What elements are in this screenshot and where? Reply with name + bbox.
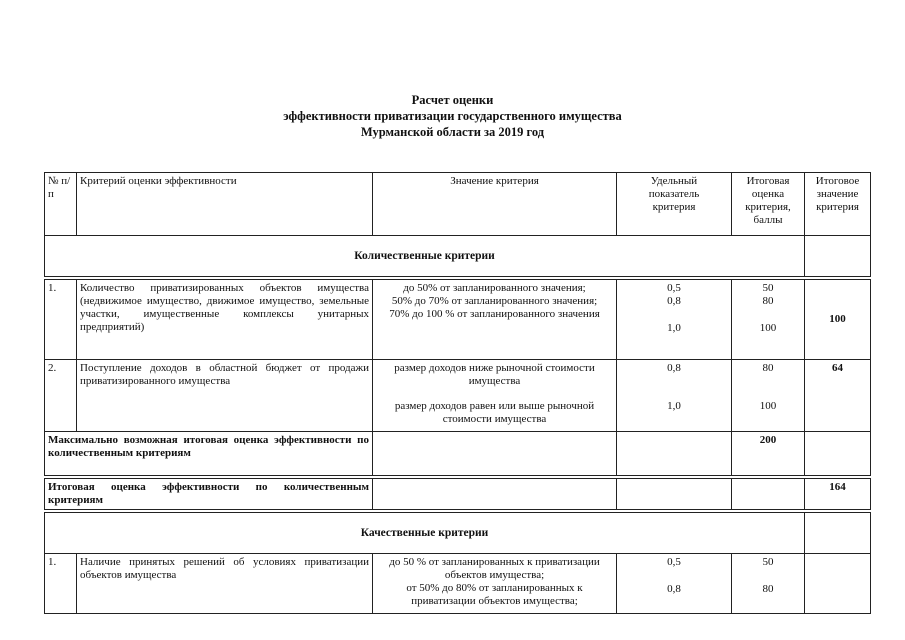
row-criterion: Наличие принятых решений об условиях приватизации объектов имущества [77,554,373,614]
row-values [373,554,617,614]
title-line-2: эффективности приватизации государственного имущества [283,109,622,123]
score-value: 100 [759,322,777,334]
section-title-quantitative: Количественные критерии [45,236,805,277]
value-option: до 50 % от запланированных к приватизации объектов имущества; [389,556,600,581]
header-score: Итоговая оценка критерия, баллы [732,173,805,236]
score-value: 100 [759,400,777,412]
value-option: размер доходов ниже рыночной стоимости имущества [394,362,595,387]
title-line-3: Мурманской области за 2019 год [360,125,545,139]
final-score-value: 164 [805,479,871,510]
document-title [0,92,905,140]
value-option: 50% до 70% от запланированного значения; [391,295,598,307]
section-row-quantitative [45,236,871,277]
empty-cell [373,479,617,510]
score-value: 50 [762,556,774,568]
section-title-qualitative: Качественные критерии [45,513,805,554]
header-criterion: Критерий оценки эффективности [77,173,373,236]
row-scores [732,554,805,614]
row-num: 1. [45,554,77,614]
row-total: 64 [805,360,871,432]
row-num: 2. [45,360,77,432]
empty-cell [617,432,732,476]
row-values [373,360,617,432]
score-value: 80 [762,295,774,307]
row-weights [617,554,732,614]
weight-value: 0,5 [667,556,681,568]
header-num: № п/п [45,173,77,236]
row-criterion: Количество приватизированных объектов имущества (недвижимое имущество, движимое имущество, земельные участки, имущественные комплексы унитарных предприятий) [77,280,373,360]
header-weight: Удельный показатель критерия [617,173,732,236]
table-row [45,280,871,360]
max-score-label: Максимально возможная итоговая оценка эффективности по количественным критериям [45,432,373,476]
max-score-value: 200 [732,432,805,476]
value-option: размер доходов равен или выше рыночной стоимости имущества [394,400,595,425]
section-empty-cell [805,236,871,277]
section-row-qualitative [45,513,871,554]
row-scores [732,360,805,432]
weight-value: 0,8 [667,295,681,307]
row-weights [617,360,732,432]
title-line-1: Расчет оценки [411,93,494,107]
weight-value: 0,8 [667,362,681,374]
row-num: 1. [45,280,77,360]
score-value: 80 [762,583,774,595]
value-option: 70% до 100 % от запланированного значения [389,308,600,320]
table-row [45,554,871,614]
final-score-label: Итоговая оценка эффективности по количественным критериям [45,479,373,510]
row-values [373,280,617,360]
weight-value: 0,5 [667,282,681,294]
score-value: 80 [762,362,774,374]
weight-value: 1,0 [667,322,681,334]
header-value: Значение критерия [373,173,617,236]
empty-cell [805,432,871,476]
empty-cell [805,554,871,614]
empty-cell [732,479,805,510]
criteria-table [44,172,871,614]
row-total: 100 [805,280,871,360]
header-total: Итоговое значение критерия [805,173,871,236]
empty-cell [373,432,617,476]
score-value: 50 [762,282,774,294]
weight-value: 0,8 [667,583,681,595]
weight-value: 1,0 [667,400,681,412]
row-weights [617,280,732,360]
row-criterion: Поступление доходов в областной бюджет от продажи приватизированного имущества [77,360,373,432]
value-option: от 50% до 80% от запланированных к приватизации объектов имущества; [406,582,583,607]
row-scores [732,280,805,360]
empty-cell [617,479,732,510]
section-empty-cell [805,513,871,554]
table-row-max [45,432,871,476]
table-header-row [45,173,871,236]
table-row-final [45,479,871,510]
value-option: до 50% от запланированного значения; [403,282,586,294]
table-row [45,360,871,432]
